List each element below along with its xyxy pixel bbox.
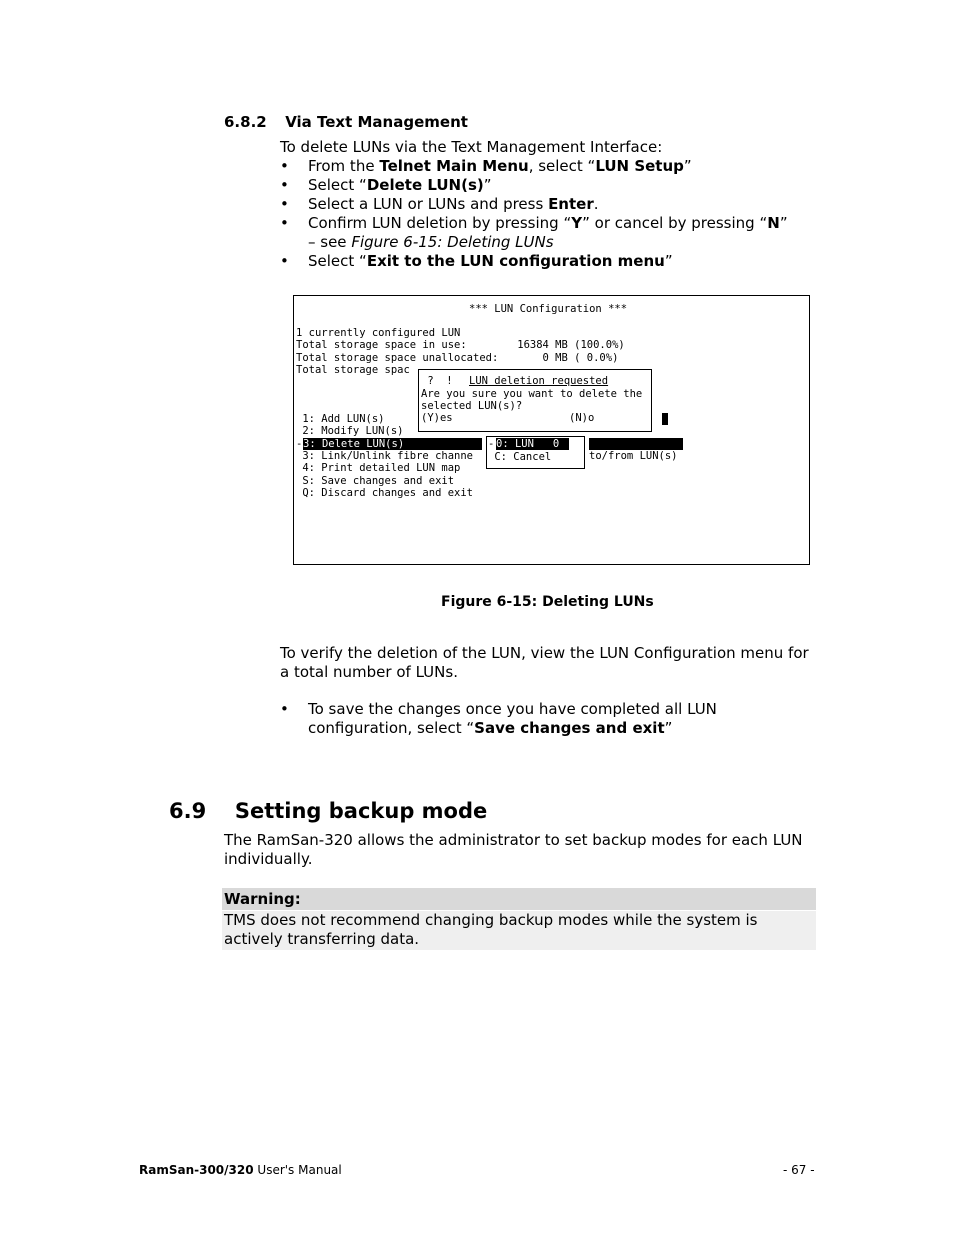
menu-item-save-and-exit[interactable]: S: Save changes and exit — [296, 475, 455, 487]
list-item: • Select “Exit to the LUN configuration menu” — [280, 252, 820, 271]
terminal-line: 1 currently configured LUN — [296, 327, 461, 339]
section-number: 6.8.2 — [224, 113, 267, 131]
dialog-yes-option[interactable]: (Y)es — [421, 412, 453, 424]
menu-marker: - — [296, 438, 303, 450]
menu-item-link-unlink[interactable]: 3: Link/Unlink fibre channe — [296, 450, 474, 462]
terminal-line: to/from LUN(s) — [589, 450, 678, 462]
menu-item-print-lun-map[interactable]: 4: Print detailed LUN map — [296, 462, 461, 474]
terminal-header: *** LUN Configuration *** — [469, 303, 628, 315]
section-text: The RamSan-320 allows the administrator to set backup modes for each LUN individually. — [224, 831, 803, 868]
instruction-list — [280, 157, 820, 271]
dialog-title-prefix: ? ! — [421, 375, 466, 387]
warning-text: TMS does not recommend changing backup modes while the system is actively transferring data. — [222, 911, 816, 950]
menu-item-discard-and-exit[interactable]: Q: Discard changes and exit — [296, 487, 474, 499]
menu-item-delete-luns[interactable]: 3: Delete LUN(s) — [303, 438, 482, 450]
footer-product: RamSan-300/320 — [139, 1163, 254, 1177]
highlight-bar — [589, 438, 683, 450]
dialog-title: LUN deletion requested — [469, 375, 609, 387]
dialog-no-option[interactable]: (N)o — [569, 412, 595, 424]
section-heading — [224, 113, 468, 131]
footer-manual: User's Manual — [253, 1163, 342, 1177]
section-heading — [169, 799, 487, 823]
section-title: Via Text Management — [285, 113, 468, 131]
figure-caption: Figure 6-15: Deleting LUNs — [441, 594, 654, 610]
list-item: • Confirm LUN deletion by pressing “Y” or cancel by pressing “N” – see Figure 6-15: Deleting LUNs — [280, 214, 820, 252]
submenu-item-lun-0[interactable]: 0: LUN 0 — [496, 438, 569, 450]
save-list — [280, 700, 800, 738]
menu-item-modify-luns[interactable]: 2: Modify LUN(s) — [296, 425, 404, 437]
verify-text: To verify the deletion of the LUN, view the LUN Configuration menu for a total number of LUNs. — [280, 644, 809, 681]
page-number: - 67 - — [783, 1163, 815, 1177]
terminal-line: Total storage space in use: 16384 MB (100.0%) — [296, 339, 625, 351]
dialog-message: Are you sure you want to delete the — [421, 388, 643, 400]
list-item: • Select a LUN or LUNs and press Enter. — [280, 195, 820, 214]
list-item: • To save the changes once you have completed all LUN configuration, select “Save changes and exit” — [280, 700, 800, 738]
terminal-line: Total storage space unallocated: 0 MB ( 0.0%) — [296, 352, 619, 364]
cursor-block — [662, 413, 668, 425]
dialog-message: selected LUN(s)? — [421, 400, 523, 412]
section-number: 6.9 — [169, 799, 207, 823]
confirm-dialog — [418, 369, 652, 432]
list-item: • Select “Delete LUN(s)” — [280, 176, 820, 195]
warning-label: Warning: — [222, 888, 816, 910]
lun-submenu — [486, 436, 585, 469]
terminal-line: Total storage spac — [296, 364, 410, 376]
terminal-screenshot — [293, 295, 810, 565]
list-item: • From the Telnet Main Menu, select “LUN Setup” — [280, 157, 820, 176]
footer-title — [139, 1163, 342, 1177]
intro-text: To delete LUNs via the Text Management Interface: — [280, 138, 663, 156]
section-title: Setting backup mode — [234, 799, 488, 823]
submenu-item-cancel[interactable]: C: Cancel — [488, 451, 552, 463]
menu-item-add-luns[interactable]: 1: Add LUN(s) — [296, 413, 385, 425]
submenu-marker: - — [488, 438, 495, 450]
